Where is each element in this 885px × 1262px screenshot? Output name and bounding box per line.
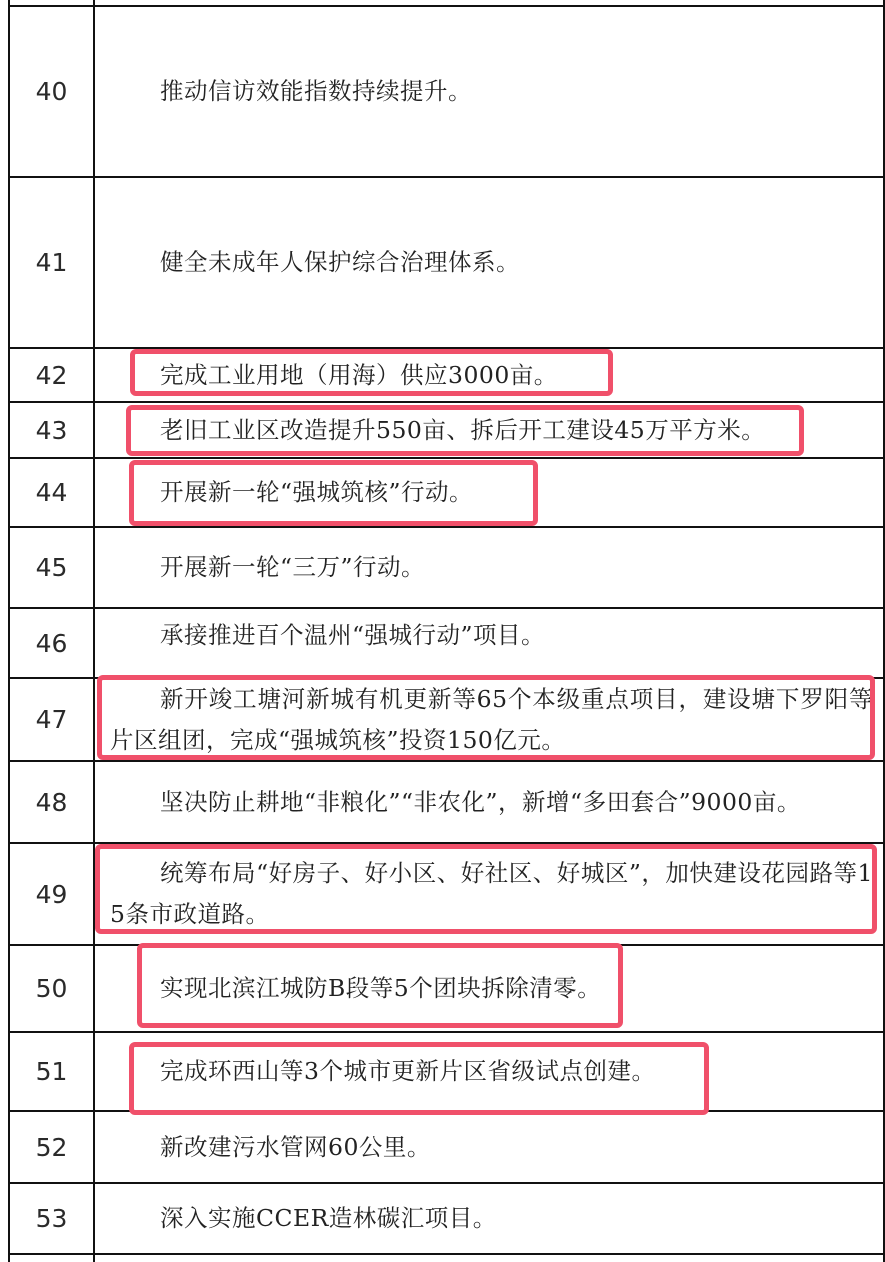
row-text: 新开竣工塘河新城有机更新等65个本级重点项目，建设塘下罗阳等片区组团，完成“强城筑核”投资150亿元。	[110, 684, 873, 754]
highlight-box	[97, 675, 875, 760]
row-text: 统筹布局“好房子、好小区、好社区、好城区”，加快建设花园路等15条市政道路。	[110, 859, 873, 928]
row-text: 健全未成年人保护综合治理体系。	[160, 248, 520, 276]
row-text: 完成工业用地（用海）供应3000亩。	[160, 360, 558, 389]
row-text: 坚决防止耕地“非粮化”“非农化”，新增“多田套合”9000亩。	[160, 787, 801, 816]
table-row	[9, 1112, 885, 1182]
row-number: 41	[35, 248, 68, 277]
highlight-box	[137, 943, 623, 1028]
table-row	[9, 7, 885, 176]
table-row	[9, 178, 885, 347]
row-text: 开展新一轮“强城筑核”行动。	[160, 478, 474, 506]
row-text: 开展新一轮“三万”行动。	[160, 553, 426, 581]
row-number: 42	[35, 360, 68, 390]
row-number: 51	[35, 1057, 68, 1086]
row-number: 44	[35, 478, 68, 507]
highlight-box	[129, 1042, 709, 1115]
row-number: 52	[35, 1132, 68, 1162]
row-number: 46	[35, 628, 68, 658]
row-divider	[8, 1253, 885, 1255]
row-number: 43	[35, 415, 68, 445]
table-row	[9, 1184, 885, 1253]
row-number: 53	[35, 1204, 68, 1233]
table-row	[9, 609, 885, 677]
row-number: 45	[35, 553, 68, 582]
row-number: 47	[35, 705, 68, 734]
row-content	[110, 528, 873, 607]
highlight-box	[130, 349, 613, 396]
row-text: 推动信访效能指数持续提升。	[160, 77, 472, 105]
highlight-box	[126, 405, 804, 456]
highlight-box	[95, 844, 877, 934]
highlight-box	[129, 460, 538, 526]
row-text: 新改建污水管网60公里。	[160, 1132, 431, 1161]
row-number: 40	[35, 77, 68, 106]
row-number: 50	[35, 974, 68, 1003]
row-content	[110, 178, 873, 347]
row-content	[110, 609, 873, 677]
table-row	[9, 762, 885, 842]
row-text: 完成环西山等3个城市更新片区省级试点创建。	[160, 1057, 656, 1085]
row-number: 48	[35, 787, 68, 817]
row-text: 深入实施CCER造林碳汇项目。	[160, 1204, 497, 1232]
row-number: 49	[35, 879, 68, 909]
row-content	[110, 1112, 873, 1182]
table-row	[9, 528, 885, 607]
row-text: 承接推进百个温州“强城行动”项目。	[160, 620, 546, 649]
row-text: 老旧工业区改造提升550亩、拆后开工建设45万平方米。	[160, 415, 766, 444]
row-text: 实现北滨江城防B段等5个团块拆除清零。	[160, 974, 602, 1002]
row-content	[110, 7, 873, 176]
row-content	[110, 1184, 873, 1253]
row-content	[110, 762, 873, 842]
